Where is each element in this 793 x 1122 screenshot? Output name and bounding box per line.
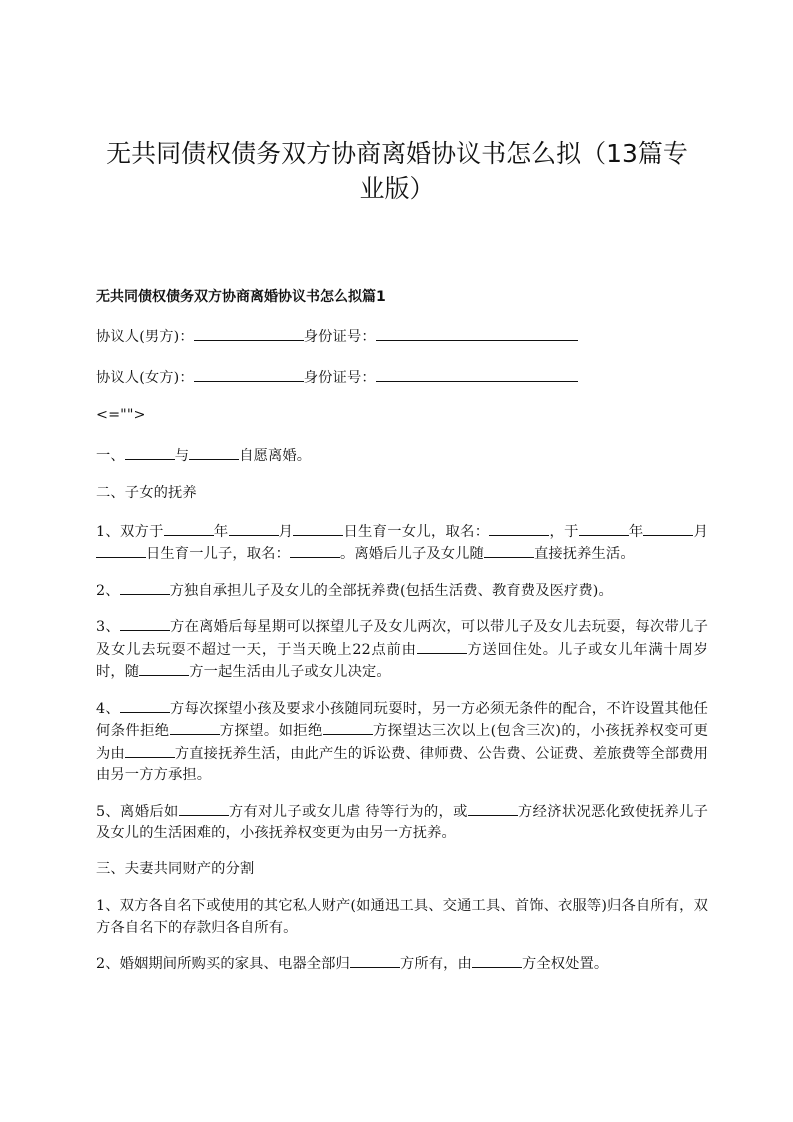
- party-male-id-blank: [376, 326, 578, 341]
- document-body: [96, 286, 708, 990]
- blank: [468, 801, 518, 816]
- item-2-2-text: 2、: [96, 582, 120, 599]
- item-2-5: [96, 801, 708, 845]
- item-2-4: [96, 698, 708, 787]
- blank: [323, 720, 373, 735]
- document-title: 无共同债权债务双方协商离婚协议书怎么拟（13篇专业版）: [106, 139, 688, 203]
- blank: [579, 521, 629, 536]
- item-2-1-text: 年: [213, 523, 229, 540]
- blank: [120, 616, 170, 631]
- blank: [139, 661, 189, 676]
- blank: [125, 743, 175, 758]
- item-2-3-text: 方送回住处。儿子或女儿年满十周岁时，随: [96, 641, 708, 680]
- blank: [350, 953, 400, 968]
- item-2-4-text: 方直接抚养生活，由此产生的诉讼费、律师费、公告费、公证费、差旅费等全部费用由另一方方承担。: [96, 745, 708, 783]
- blank: [643, 521, 693, 536]
- item-3-2-text: 2、婚姻期间所购买的家具、电器全部归: [96, 956, 350, 972]
- clause-1-prefix: 一、: [96, 447, 125, 464]
- clause-1-mid: 与: [174, 447, 190, 464]
- party-male-label: 协议人(男方)：: [96, 329, 194, 345]
- item-2-1-text: 日生育一女儿，取名：: [343, 523, 490, 540]
- item-2-2: [96, 580, 708, 603]
- clause-1-blank-a: [125, 445, 175, 460]
- item-2-4-text: 方探望达三次以上(包含三次)的，小孩抚养权变可更为由: [96, 723, 708, 762]
- id-label-female: 身份证号：: [303, 369, 376, 386]
- item-2-3: [96, 616, 708, 684]
- item-2-4-text: 方探望。如拒绝: [219, 723, 323, 739]
- blank: [472, 953, 522, 968]
- item-2-4-text: 方每次探望小孩及要求小孩随同玩耍时，另一方必须无条件的配合，不许设置其他任何条件拒绝: [96, 700, 708, 739]
- blank: [484, 543, 534, 558]
- clause-1-suffix: 自愿离婚。: [239, 447, 312, 464]
- item-2-1: [96, 521, 708, 566]
- party-male-line: [96, 326, 708, 349]
- blank: [229, 521, 279, 536]
- heading-3: 三、夫妻共同财产的分割: [96, 860, 255, 877]
- party-male-name-blank: [194, 326, 304, 341]
- clause-1-blank-b: [189, 445, 239, 460]
- item-2-5-text: 方有对儿子或女儿虐 待等行为的，或: [228, 803, 468, 820]
- clause-1: [96, 445, 708, 468]
- item-2-5-text: 5、离婚后如: [96, 803, 179, 820]
- item-2-1-text: 1、双方于: [96, 523, 164, 540]
- item-2-3-text: 3、: [96, 619, 120, 635]
- item-3-2-text: 方所有，由: [399, 956, 472, 972]
- id-label-male: 身份证号：: [303, 329, 376, 345]
- party-female-label: 协议人(女方)：: [96, 369, 194, 386]
- item-2-1-text: ，于: [549, 523, 579, 540]
- item-2-1-text: 。离婚后儿子及女儿随: [339, 546, 484, 562]
- item-2-3-text: 方在离婚后每星期可以探望儿子及女儿两次，可以带儿子及女儿去玩耍，每次带儿子及女儿去玩耍不超过一天，于当天晚上22点前由: [96, 619, 708, 658]
- item-2-1-text: 月: [693, 523, 709, 540]
- item-2-1-text: 年: [628, 523, 644, 540]
- item-3-1: 1、双方各自名下或使用的其它私人财产(如通迅工具、交通工具、首饰、衣服等)归各自所有，双方各自名下的存款归各自所有。: [96, 898, 708, 936]
- blank: [120, 698, 170, 713]
- section-title: 无共同债权债务双方协商离婚协议书怎么拟篇1: [96, 289, 386, 305]
- blank: [417, 639, 467, 654]
- blank: [290, 543, 340, 558]
- blank: [164, 521, 214, 536]
- blank: [170, 720, 220, 735]
- item-2-5-text: 方经济状况恶化致使抚养儿子及女儿的生活困难的，小孩抚养权变更为由另一方抚养。: [96, 803, 708, 841]
- party-female-id-blank: [376, 367, 578, 382]
- blank: [179, 801, 229, 816]
- blank: [120, 580, 170, 595]
- item-2-4-text: 4、: [96, 700, 120, 717]
- item-2-1-text: 直接抚养生活。: [533, 546, 635, 562]
- item-2-1-text: 日生育一儿子，取名：: [146, 546, 290, 562]
- blank: [96, 543, 146, 558]
- item-2-1-text: 月: [278, 523, 294, 540]
- item-2-2-text: 方独自承担儿子及女儿的全部抚养费(包括生活费、教育费及医疗费)。: [169, 582, 613, 599]
- party-female-line: [96, 367, 708, 390]
- item-3-2: [96, 953, 708, 976]
- party-female-name-blank: [194, 367, 304, 382]
- stray-markup-text: <="">: [96, 407, 146, 423]
- blank: [489, 521, 549, 536]
- item-3-2-text: 方全权处置。: [521, 956, 609, 972]
- blank: [293, 521, 343, 536]
- heading-2: 二、子女的抚养: [96, 485, 197, 501]
- item-2-3-text: 方一起生活由儿子或女儿决定。: [189, 664, 391, 680]
